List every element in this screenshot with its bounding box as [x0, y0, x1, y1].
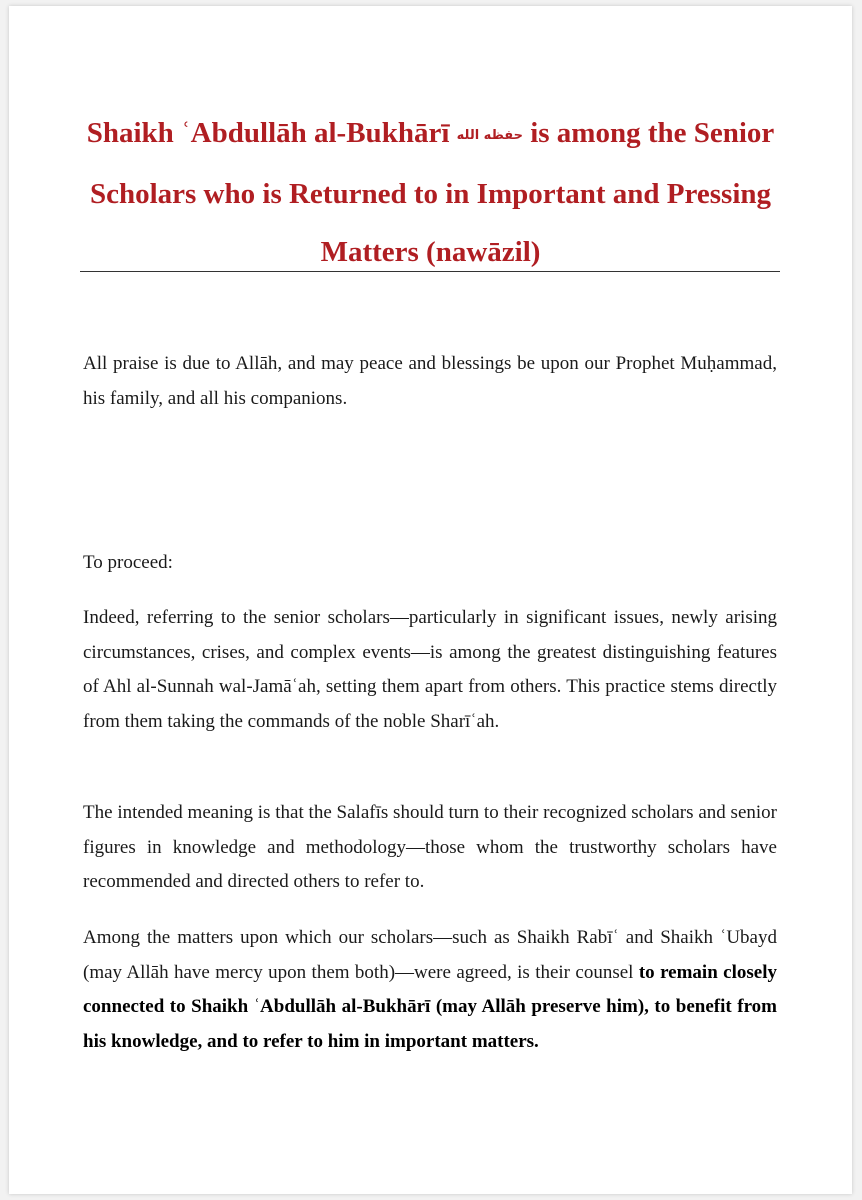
- title-rest: is among the Senior Scholars who is Returned to in Important and Pressing Matters (nawāzil): [89, 117, 775, 268]
- title-divider: [80, 271, 780, 272]
- paragraph-praise: All praise is due to Allāh, and may peace and blessings be upon our Prophet Muḥammad, his family, and all his companions.: [83, 353, 777, 409]
- paragraph-referring: Indeed, referring to the senior scholars—particularly in significant issues, newly arising circumstances, crises, and complex events—is among the greatest distinguishing features of Ahl al-Sunnah wal-Jamāʿah, setting them apart from others. This practice stems directly from them taking the commands of the noble Sharīʿah.: [83, 607, 777, 733]
- paragraph-agreed: [83, 921, 777, 1060]
- document-page: [9, 6, 852, 1194]
- page-title: [49, 104, 812, 281]
- paragraph-agreed-emphasis: to remain closely connected to Shaikh ʿAbdullāh al-Bukhārī (may Allāh preserve him), to benefit from his knowledge, and to refer to him in important matters.: [83, 961, 777, 1053]
- paragraph-proceed: To proceed:: [83, 552, 173, 573]
- title-honorific: حفظه الله: [456, 128, 523, 143]
- paragraph-meaning: The intended meaning is that the Salafīs should turn to their recognized scholars and senior figures in knowledge and methodology—those whom the trustworthy scholars have recommended and directed others to refer to.: [83, 802, 777, 893]
- paragraph-agreed-text: Among the matters upon which our scholars—such as Shaikh Rabīʿ and Shaikh ʿUbayd (may Allāh have mercy upon them both)—were agreed, is their counsel: [83, 927, 777, 983]
- title-name: Shaikh ʿAbdullāh al-Bukhārī: [86, 117, 450, 149]
